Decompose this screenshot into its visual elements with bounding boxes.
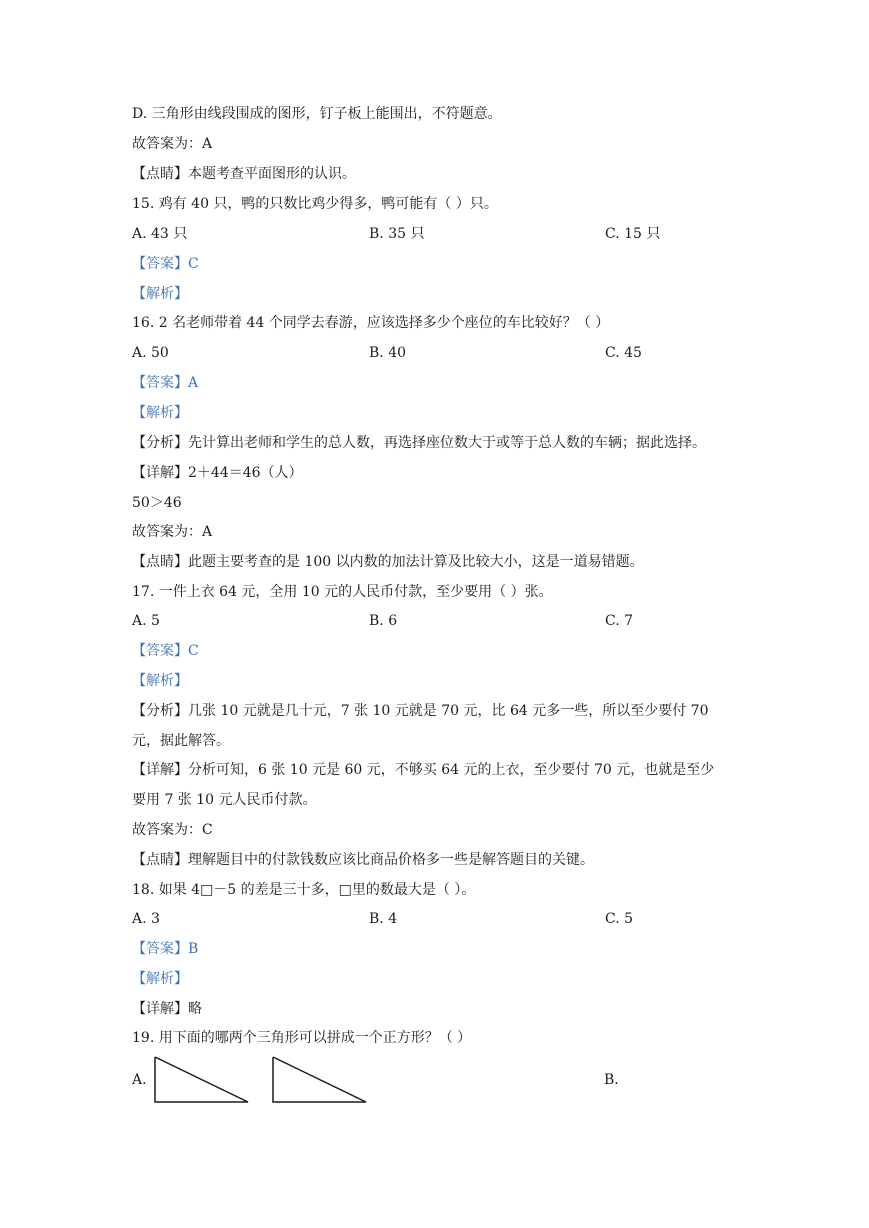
q15-option-a: A. 43 只	[132, 226, 188, 242]
q17-conclusion: 故答案为：C	[132, 822, 213, 838]
q17-detail-line-2: 要用 7 张 10 元人民币付款。	[132, 792, 317, 808]
option-d-explanation: D. 三角形由线段围成的图形，钉子板上能围出，不符题意。	[132, 106, 502, 122]
q19-triangle-2	[268, 1055, 372, 1105]
q16-analysis-tag: 【分析】	[132, 435, 188, 451]
q17-analysis-heading: 【解析】	[132, 673, 188, 689]
q18-detail	[132, 999, 202, 1019]
q16-analysis	[132, 433, 706, 453]
q18-answer: 【答案】B	[132, 941, 199, 957]
q18-analysis-heading: 【解析】	[132, 971, 188, 987]
q17-detail-line-1	[132, 760, 714, 780]
q17-option-b: B. 6	[369, 613, 398, 629]
q17-analysis-tag: 【分析】	[132, 703, 188, 719]
q17-option-c: C. 7	[605, 613, 634, 629]
conclusion: 故答案为：A	[132, 136, 213, 152]
q19-option-b-label: B.	[604, 1072, 619, 1088]
q18-detail-text: 略	[188, 1001, 202, 1017]
q19-option-a-label: A.	[132, 1072, 147, 1088]
q17-answer: 【答案】C	[132, 643, 199, 659]
question-18: 18. 如果 4□－5 的差是三十多，□里的数最大是（ ）。	[132, 882, 476, 898]
q16-detail-text: 2＋44＝46（人）	[188, 465, 303, 481]
q16-option-c: C. 45	[605, 345, 642, 361]
q18-option-c: C. 5	[605, 911, 634, 927]
q17-detail-tag: 【详解】	[132, 762, 188, 778]
q16-detail-tag: 【详解】	[132, 465, 188, 481]
q15-answer: 【答案】C	[132, 256, 199, 272]
q17-analysis-text-1: 几张 10 元就是几十元，7 张 10 元就是 70 元，比 64 元多一些，所以至少要付 70	[188, 703, 709, 719]
q15-option-c: C. 15 只	[605, 226, 661, 242]
question-19: 19. 用下面的哪两个三角形可以拼成一个正方形？（ ）	[132, 1030, 472, 1046]
key-point-text: 本题考查平面图形的认识。	[188, 166, 356, 182]
q17-key-point	[132, 850, 594, 870]
q16-key-point	[132, 552, 644, 572]
question-15: 15. 鸡有 40 只，鸭的只数比鸡少得多，鸭可能有（ ）只。	[132, 196, 498, 212]
q16-key-point-tag: 【点睛】	[132, 554, 188, 570]
q15-analysis-heading: 【解析】	[132, 286, 188, 302]
q16-option-a: A. 50	[132, 345, 169, 361]
q16-option-b: B. 40	[369, 345, 407, 361]
question-17: 17. 一件上衣 64 元，全用 10 元的人民币付款，至少要用（ ）张。	[132, 584, 553, 600]
q17-option-a: A. 5	[132, 613, 160, 629]
q16-comparison: 50＞46	[132, 495, 182, 511]
q17-analysis-line-2: 元，据此解答。	[132, 733, 230, 749]
q18-detail-tag: 【详解】	[132, 1001, 188, 1017]
q19-triangle-1	[150, 1055, 254, 1105]
q18-option-a: A. 3	[132, 911, 160, 927]
q16-analysis-text: 先计算出老师和学生的总人数，再选择座位数大于或等于总人数的车辆；据此选择。	[188, 435, 706, 451]
question-16: 16. 2 名老师带着 44 个同学去春游，应该选择多少个座位的车比较好？（ ）	[132, 315, 610, 331]
q17-analysis-line-1	[132, 701, 708, 721]
q16-analysis-heading: 【解析】	[132, 405, 188, 421]
q17-key-point-tag: 【点睛】	[132, 852, 188, 868]
q18-option-b: B. 4	[369, 911, 398, 927]
q15-option-b: B. 35 只	[369, 226, 425, 242]
q16-conclusion: 故答案为：A	[132, 524, 213, 540]
q17-key-point-text: 理解题目中的付款钱数应该比商品价格多一些是解答题目的关键。	[188, 852, 594, 868]
key-point	[132, 164, 356, 184]
q17-detail-text-1: 分析可知，6 张 10 元是 60 元，不够买 64 元的上衣，至少要付 70 元，也就是至少	[188, 762, 715, 778]
q16-answer: 【答案】A	[132, 375, 199, 391]
q16-key-point-text: 此题主要考查的是 100 以内数的加法计算及比较大小，这是一道易错题。	[188, 554, 644, 570]
key-point-tag: 【点睛】	[132, 166, 188, 182]
q16-detail	[132, 463, 303, 483]
